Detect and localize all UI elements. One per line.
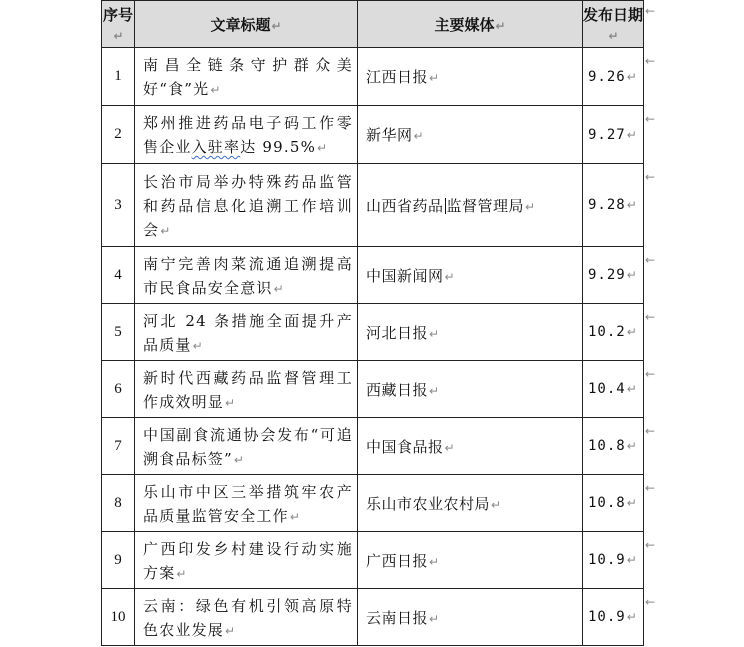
paragraph-mark: ↵ xyxy=(225,623,237,638)
spell-check-underline: 入驻率 xyxy=(191,138,241,156)
paragraph-mark: ↵ xyxy=(192,338,204,353)
paragraph-mark: ↵ xyxy=(444,440,456,455)
paragraph-mark: ↵ xyxy=(413,129,425,143)
header-media: 主要媒体↵ xyxy=(358,1,583,48)
paragraph-mark: ↵ xyxy=(429,611,440,626)
row-title[interactable]: 南昌全链条守护群众美好“食”光↵ xyxy=(135,48,358,106)
row-title[interactable]: 长治市局举办特殊药品监管和药品信息化追溯工作培训会↵ xyxy=(135,164,358,247)
row-no: 6 xyxy=(102,361,135,418)
paragraph-mark: ↵ xyxy=(317,141,329,155)
paragraph-mark: ↵ xyxy=(233,452,246,467)
row-end-mark: ← xyxy=(645,424,656,438)
row-end-mark: ← xyxy=(645,253,656,267)
paragraph-mark: ↵ xyxy=(626,325,638,339)
paragraph-mark: ↵ xyxy=(608,28,619,43)
table-row xyxy=(102,589,644,646)
row-no: 9 xyxy=(102,532,135,589)
paragraph-mark: ↵ xyxy=(271,18,282,33)
table-row xyxy=(102,164,644,247)
row-end-mark: ← xyxy=(645,54,656,68)
row-media[interactable]: 中国新闻网↵ xyxy=(358,247,583,304)
paragraph-mark: ↵ xyxy=(429,71,440,85)
table-row xyxy=(102,361,644,418)
row-title[interactable]: 河北 24 条措施全面提升产品质量↵ xyxy=(135,304,358,361)
row-media[interactable]: 山西省药品 监督管理局↵ xyxy=(358,164,583,247)
row-date[interactable]: 10.4↵ xyxy=(583,361,644,418)
header-no: 序号↵ xyxy=(102,1,135,48)
row-date[interactable]: 10.8↵ xyxy=(583,475,644,532)
table-row xyxy=(102,418,644,475)
paragraph-mark: ↵ xyxy=(491,497,502,512)
row-no: 5 xyxy=(102,304,135,361)
row-title[interactable]: 南宁完善肉菜流通追溯提高市民食品安全意识↵ xyxy=(135,247,358,304)
paragraph-mark: ↵ xyxy=(160,223,172,238)
news-table xyxy=(101,0,644,646)
header-row xyxy=(102,1,644,48)
row-media[interactable]: 乐山市农业农村局↵ xyxy=(358,475,583,532)
paragraph-mark: ↵ xyxy=(429,326,440,341)
paragraph-mark: ↵ xyxy=(626,268,638,282)
header-date: 发布日期↵ xyxy=(583,1,644,48)
row-no: 1 xyxy=(102,48,135,106)
row-no: 10 xyxy=(102,589,135,646)
paragraph-mark: ↵ xyxy=(626,69,638,84)
paragraph-mark: ↵ xyxy=(626,610,638,624)
paragraph-mark: ↵ xyxy=(525,199,536,214)
paragraph-mark: ↵ xyxy=(176,566,188,581)
table-row xyxy=(102,247,644,304)
paragraph-mark: ↵ xyxy=(429,554,440,569)
row-no: 3 xyxy=(102,164,135,247)
row-title[interactable]: 云南：绿色有机引领高原特色农业发展↵ xyxy=(135,589,358,646)
row-title[interactable]: 郑州推进药品电子码工作零售企业入驻率达 99.5%↵ xyxy=(135,106,358,164)
paragraph-mark: ↵ xyxy=(429,383,440,398)
row-end-mark: ← xyxy=(645,310,656,324)
row-end-mark: ← xyxy=(645,481,656,495)
row-media[interactable]: 西藏日报↵ xyxy=(358,361,583,418)
row-title[interactable]: 新时代西藏药品监督管理工作成效明显↵ xyxy=(135,361,358,418)
paragraph-mark: ↵ xyxy=(626,382,638,396)
row-no: 7 xyxy=(102,418,135,475)
row-title[interactable]: 广西印发乡村建设行动实施方案↵ xyxy=(135,532,358,589)
paragraph-mark: ↵ xyxy=(626,439,638,453)
row-title[interactable]: 乐山市中区三举措筑牢农产品质量监管安全工作↵ xyxy=(135,475,358,532)
header-title: 文章标题↵ xyxy=(135,1,358,48)
paragraph-mark: ↵ xyxy=(626,198,638,212)
document-page xyxy=(101,0,644,646)
row-media[interactable]: 广西日报↵ xyxy=(358,532,583,589)
row-end-mark: ← xyxy=(645,595,656,609)
row-date[interactable]: 9.26↵ xyxy=(583,48,644,106)
row-date[interactable]: 9.29↵ xyxy=(583,247,644,304)
paragraph-mark: ↵ xyxy=(225,395,237,410)
row-media[interactable]: 新华网↵ xyxy=(358,106,583,164)
table-row xyxy=(102,532,644,589)
paragraph-mark: ↵ xyxy=(626,553,638,567)
paragraph-mark: ↵ xyxy=(626,127,638,142)
row-no: 4 xyxy=(102,247,135,304)
text-cursor xyxy=(445,198,446,214)
paragraph-mark: ↵ xyxy=(444,269,456,284)
paragraph-mark: ↵ xyxy=(495,18,506,33)
row-end-mark: ← xyxy=(645,170,656,184)
row-end-mark: ← xyxy=(645,112,656,126)
paragraph-mark: ↵ xyxy=(273,281,285,296)
row-media[interactable]: 云南日报↵ xyxy=(358,589,583,646)
row-date[interactable]: 10.2↵ xyxy=(583,304,644,361)
row-no: 8 xyxy=(102,475,135,532)
paragraph-mark: ↵ xyxy=(210,83,222,97)
table-row xyxy=(102,106,644,164)
row-date[interactable]: 10.9↵ xyxy=(583,532,644,589)
paragraph-mark: ↵ xyxy=(113,28,124,43)
paragraph-mark: ↵ xyxy=(626,496,638,510)
table-row xyxy=(102,304,644,361)
row-media[interactable]: 江西日报↵ xyxy=(358,48,583,106)
row-title[interactable]: 中国副食流通协会发布“可追溯食品标签”↵ xyxy=(135,418,358,475)
row-date[interactable]: 10.9↵ xyxy=(583,589,644,646)
row-end-mark: ← xyxy=(645,367,656,381)
table-row xyxy=(102,48,644,106)
row-date[interactable]: 10.8↵ xyxy=(583,418,644,475)
table-row xyxy=(102,475,644,532)
row-end-mark: ← xyxy=(645,538,656,552)
row-no: 2 xyxy=(102,106,135,164)
row-media[interactable]: 中国食品报↵ xyxy=(358,418,583,475)
row-date[interactable]: 9.27↵ xyxy=(583,106,644,164)
row-end-mark: ← xyxy=(645,4,656,18)
row-date[interactable]: 9.28↵ xyxy=(583,164,644,247)
paragraph-mark: ↵ xyxy=(289,509,302,524)
row-media[interactable]: 河北日报↵ xyxy=(358,304,583,361)
